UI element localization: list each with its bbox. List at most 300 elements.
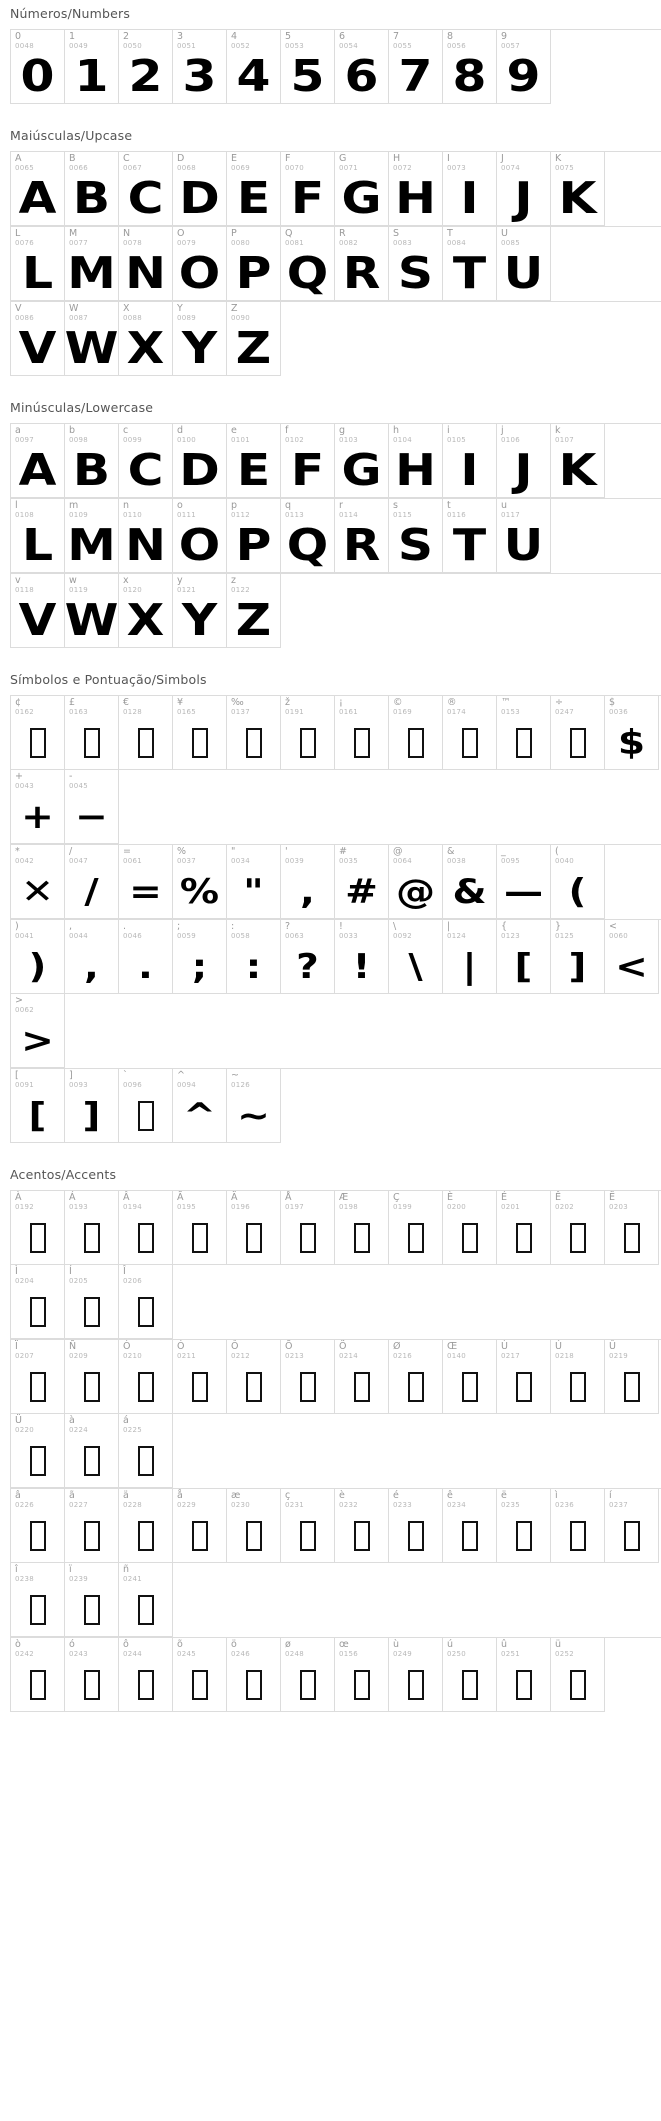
glyph-render: ] (82, 1096, 101, 1136)
glyph-code-label: 0035 (339, 857, 359, 865)
glyph-code-label: 0206 (123, 1277, 143, 1285)
glyph-cell[interactable] (227, 1638, 281, 1712)
glyph-cell[interactable] (173, 845, 227, 919)
glyph-code-label: 0162 (15, 708, 35, 716)
glyph-cell[interactable] (443, 696, 497, 770)
glyph-char-label: ) (15, 921, 19, 932)
glyph-char-label: Z (231, 303, 238, 314)
glyph-cell[interactable] (551, 1340, 605, 1414)
glyph-render (65, 1213, 118, 1263)
glyph-code-label: 0165 (177, 708, 197, 716)
glyph-char-label: G (339, 153, 347, 164)
glyph-cell[interactable] (227, 1191, 281, 1265)
glyph-cell[interactable] (389, 1191, 443, 1265)
glyph-row (10, 919, 661, 1068)
glyph-cell[interactable] (119, 1414, 173, 1488)
glyph-render (65, 1287, 118, 1337)
glyph-cell[interactable] (497, 920, 551, 994)
glyph-cell[interactable] (11, 499, 65, 573)
glyph-code-label: 0105 (447, 436, 467, 444)
glyph-cell[interactable] (65, 696, 119, 770)
glyph-cell[interactable] (65, 920, 119, 994)
glyph-code-label: 0227 (69, 1501, 89, 1509)
glyph-cell[interactable] (65, 152, 119, 226)
glyph-cell[interactable] (173, 424, 227, 498)
glyph-char-label: ¥ (177, 697, 184, 708)
glyph-cell[interactable] (443, 1638, 497, 1712)
glyph-cell[interactable] (11, 1489, 65, 1563)
glyph-cell[interactable] (335, 1340, 389, 1414)
glyph-code-label: 0052 (231, 42, 251, 50)
glyph-char-label: ^ (177, 1070, 185, 1081)
glyph-code-label: 0161 (339, 708, 359, 716)
glyph-cell[interactable] (119, 424, 173, 498)
glyph-cell[interactable] (173, 302, 227, 376)
glyph-render (551, 1213, 604, 1263)
glyph-code-label: 0232 (339, 1501, 359, 1509)
glyph-cell[interactable] (173, 696, 227, 770)
glyph-code-label: 0037 (177, 857, 197, 865)
glyph-cell[interactable] (335, 1489, 389, 1563)
glyph-char-label: C (123, 153, 130, 164)
glyph-cell[interactable] (389, 1638, 443, 1712)
glyph-cell[interactable] (443, 30, 497, 104)
glyph-code-label: 0153 (501, 708, 521, 716)
glyph-char-label: Ï (15, 1341, 18, 1352)
glyph-code-label: 0250 (447, 1650, 467, 1658)
missing-glyph-box-icon (246, 728, 262, 758)
glyph-char-label: Æ (339, 1192, 349, 1203)
glyph-char-label: m (69, 500, 79, 511)
glyph-cell[interactable] (389, 30, 443, 104)
glyph-cell[interactable] (65, 770, 119, 844)
glyph-code-label: 0118 (15, 586, 35, 594)
glyph-render: I (460, 174, 479, 224)
glyph-cell[interactable] (335, 30, 389, 104)
glyph-cell[interactable] (11, 302, 65, 376)
glyph-cell[interactable] (119, 574, 173, 648)
glyph-cell[interactable] (605, 1340, 659, 1414)
glyph-render (227, 1213, 280, 1263)
glyph-render (443, 1660, 496, 1710)
glyph-code-label: 0249 (393, 1650, 413, 1658)
glyph-char-label: ~ (231, 1070, 239, 1081)
glyph-render: Q (286, 249, 329, 299)
glyph-cell[interactable] (389, 920, 443, 994)
glyph-code-label: 0073 (447, 164, 467, 172)
glyph-cell[interactable] (443, 1340, 497, 1414)
glyph-cell[interactable] (11, 1265, 65, 1339)
glyph-cell[interactable] (173, 30, 227, 104)
missing-glyph-box-icon (192, 1372, 208, 1402)
glyph-render: V (18, 596, 57, 646)
glyph-code-label: 0090 (231, 314, 251, 322)
glyph-cell[interactable] (389, 424, 443, 498)
glyph-cell[interactable] (497, 696, 551, 770)
missing-glyph-box-icon (30, 1595, 46, 1625)
glyph-cell[interactable] (281, 1489, 335, 1563)
glyph-cell[interactable] (119, 1489, 173, 1563)
glyph-cell[interactable] (227, 574, 281, 648)
glyph-cell[interactable] (119, 1638, 173, 1712)
glyph-cell[interactable] (443, 920, 497, 994)
glyph-code-label: 0198 (339, 1203, 359, 1211)
glyph-cell[interactable] (443, 845, 497, 919)
glyph-cell[interactable] (551, 152, 605, 226)
glyph-char-label: . (123, 921, 127, 932)
glyph-cell[interactable] (11, 1340, 65, 1414)
glyph-cell[interactable] (227, 499, 281, 573)
glyph-cell[interactable] (119, 30, 173, 104)
glyph-cell[interactable] (443, 424, 497, 498)
glyph-cell[interactable] (11, 1069, 65, 1143)
glyph-code-label: 0094 (177, 1081, 197, 1089)
glyph-cell[interactable] (497, 1489, 551, 1563)
glyph-char-label: á (123, 1415, 129, 1426)
glyph-cell[interactable] (119, 1563, 173, 1637)
glyph-render: # (345, 872, 378, 912)
glyph-render: V (18, 324, 57, 374)
glyph-cell[interactable] (119, 499, 173, 573)
glyph-cell[interactable] (65, 424, 119, 498)
glyph-render (173, 718, 226, 768)
glyph-cell[interactable] (173, 574, 227, 648)
glyph-cell[interactable] (443, 1489, 497, 1563)
glyph-cell[interactable] (65, 1265, 119, 1339)
missing-glyph-box-icon (462, 1670, 478, 1700)
glyph-cell[interactable] (335, 920, 389, 994)
glyph-cell[interactable] (605, 1191, 659, 1265)
glyph-cell[interactable] (65, 1340, 119, 1414)
glyph-cell[interactable] (173, 1340, 227, 1414)
missing-glyph-box-icon (354, 728, 370, 758)
glyph-char-label: ; (177, 921, 181, 932)
glyph-cell[interactable] (227, 30, 281, 104)
glyph-cell[interactable] (119, 1340, 173, 1414)
glyph-code-label: 0163 (69, 708, 89, 716)
glyph-char-label: v (15, 575, 21, 586)
glyph-cell[interactable] (11, 152, 65, 226)
glyph-cell[interactable] (443, 1191, 497, 1265)
glyph-char-label: Í (69, 1266, 72, 1277)
glyph-row (10, 844, 661, 919)
glyph-cell[interactable] (281, 1191, 335, 1265)
glyph-code-label: 0233 (393, 1501, 413, 1509)
glyph-cell[interactable] (65, 1563, 119, 1637)
glyph-cell[interactable] (497, 1191, 551, 1265)
glyph-cell[interactable] (605, 1489, 659, 1563)
glyph-render (11, 718, 64, 768)
glyph-render (335, 1660, 388, 1710)
glyph-cell[interactable] (389, 227, 443, 301)
glyph-cell[interactable] (551, 1638, 605, 1712)
glyph-cell[interactable] (281, 1340, 335, 1414)
glyph-char-label: Õ (285, 1341, 293, 1352)
glyph-cell[interactable] (119, 696, 173, 770)
glyph-cell[interactable] (227, 1340, 281, 1414)
glyph-cell[interactable] (11, 920, 65, 994)
glyph-code-label: 0120 (123, 586, 143, 594)
glyph-cell[interactable] (11, 227, 65, 301)
glyph-render (443, 718, 496, 768)
glyph-cell[interactable] (389, 1489, 443, 1563)
glyph-render (173, 1660, 226, 1710)
glyph-cell[interactable] (335, 696, 389, 770)
glyph-cell[interactable] (389, 499, 443, 573)
glyph-cell[interactable] (335, 424, 389, 498)
glyph-cell[interactable] (173, 1638, 227, 1712)
missing-glyph-box-icon (30, 1670, 46, 1700)
glyph-cell[interactable] (11, 994, 65, 1068)
glyph-cell[interactable] (11, 845, 65, 919)
glyph-cell[interactable] (11, 1414, 65, 1488)
glyph-cell[interactable] (605, 696, 659, 770)
glyph-cell[interactable] (605, 920, 659, 994)
glyph-cell[interactable] (497, 1340, 551, 1414)
glyph-cell[interactable] (173, 1069, 227, 1143)
glyph-code-label: 0038 (447, 857, 467, 865)
glyph-cell[interactable] (551, 1489, 605, 1563)
glyph-cell[interactable] (11, 1191, 65, 1265)
glyph-char-label: Î (123, 1266, 126, 1277)
glyph-char-label: Ç (393, 1192, 400, 1203)
glyph-cell[interactable] (389, 845, 443, 919)
glyph-cell[interactable] (65, 1489, 119, 1563)
glyph-render (11, 1362, 64, 1412)
glyph-cell[interactable] (281, 30, 335, 104)
glyph-render: ] (568, 947, 587, 987)
glyph-cell[interactable] (281, 152, 335, 226)
glyph-cell[interactable] (497, 30, 551, 104)
glyph-render: % (179, 872, 220, 912)
glyph-cell[interactable] (281, 1638, 335, 1712)
glyph-render: F (290, 446, 325, 496)
glyph-cell[interactable] (497, 1638, 551, 1712)
glyph-code-label: 0137 (231, 708, 251, 716)
glyph-cell[interactable] (119, 1069, 173, 1143)
glyph-cell[interactable] (551, 1191, 605, 1265)
glyph-render: A (18, 446, 57, 496)
glyph-code-label: 0209 (69, 1352, 89, 1360)
glyph-cell[interactable] (119, 227, 173, 301)
glyph-row (10, 1637, 661, 1712)
glyph-code-label: 0067 (123, 164, 143, 172)
missing-glyph-box-icon (84, 1521, 100, 1551)
glyph-cell[interactable] (281, 696, 335, 770)
glyph-cell[interactable] (11, 770, 65, 844)
glyph-cell[interactable] (389, 1340, 443, 1414)
glyph-char-label: î (15, 1564, 18, 1575)
glyph-cell[interactable] (281, 845, 335, 919)
glyph-cell[interactable] (173, 227, 227, 301)
missing-glyph-box-icon (30, 1446, 46, 1476)
glyph-cell[interactable] (65, 1069, 119, 1143)
glyph-cell[interactable] (551, 696, 605, 770)
glyph-render: N (125, 249, 166, 299)
glyph-render: O (178, 521, 221, 571)
glyph-cell[interactable] (65, 1414, 119, 1488)
glyph-cell[interactable] (11, 30, 65, 104)
glyph-cell[interactable] (227, 845, 281, 919)
glyph-render: / (84, 872, 99, 912)
glyph-code-label: 0096 (123, 1081, 143, 1089)
section-title: Acentos/Accents (10, 1167, 117, 1182)
glyph-render: G (341, 446, 382, 496)
glyph-code-label: 0048 (15, 42, 35, 50)
glyph-cell[interactable] (65, 1191, 119, 1265)
glyph-char-label: è (339, 1490, 345, 1501)
glyph-render (119, 718, 172, 768)
glyph-render: [ (28, 1096, 47, 1136)
glyph-char-label: Y (177, 303, 183, 314)
glyph-render: ; (191, 947, 208, 987)
glyph-cell[interactable] (11, 1638, 65, 1712)
glyph-render (551, 1660, 604, 1710)
glyph-char-label: = (123, 846, 131, 857)
glyph-render (119, 1213, 172, 1263)
glyph-code-label: 0124 (447, 932, 467, 940)
glyph-cell[interactable] (227, 1069, 281, 1143)
glyph-cell[interactable] (335, 845, 389, 919)
glyph-cell[interactable] (281, 424, 335, 498)
glyph-cell[interactable] (173, 1489, 227, 1563)
glyph-cell[interactable] (389, 696, 443, 770)
glyph-render: < (615, 947, 648, 987)
glyph-code-label: 0055 (393, 42, 413, 50)
glyph-cell[interactable] (11, 696, 65, 770)
glyph-cell[interactable] (389, 152, 443, 226)
glyph-cell[interactable] (281, 227, 335, 301)
glyph-char-label: õ (177, 1639, 183, 1650)
glyph-cell[interactable] (65, 1638, 119, 1712)
glyph-cell[interactable] (65, 845, 119, 919)
glyph-cell[interactable] (119, 302, 173, 376)
glyph-code-label: 0234 (447, 1501, 467, 1509)
glyph-cell[interactable] (335, 152, 389, 226)
glyph-cell[interactable] (65, 302, 119, 376)
glyph-render (335, 718, 388, 768)
glyph-cell[interactable] (65, 227, 119, 301)
glyph-char-label: h (393, 425, 400, 436)
glyph-cell[interactable] (443, 152, 497, 226)
glyph-cell[interactable] (335, 1638, 389, 1712)
glyph-char-label: @ (393, 846, 403, 857)
glyph-cell[interactable] (335, 1191, 389, 1265)
glyph-cell[interactable] (227, 227, 281, 301)
glyph-cell[interactable] (11, 424, 65, 498)
glyph-cell[interactable] (227, 152, 281, 226)
glyph-code-label: 0107 (555, 436, 575, 444)
missing-glyph-box-icon (354, 1372, 370, 1402)
glyph-cell[interactable] (497, 845, 551, 919)
glyph-char-label: X (123, 303, 130, 314)
glyph-cell[interactable] (173, 152, 227, 226)
glyph-char-label: Á (69, 1192, 76, 1203)
glyph-cell[interactable] (227, 696, 281, 770)
glyph-code-label: 0076 (15, 239, 35, 247)
glyph-cell[interactable] (119, 920, 173, 994)
glyph-render: F (290, 174, 325, 224)
glyph-code-label: 0218 (555, 1352, 575, 1360)
glyph-cell[interactable] (11, 574, 65, 648)
glyph-render: ! (352, 947, 371, 987)
glyph-render: X (126, 324, 165, 374)
glyph-cell[interactable] (497, 152, 551, 226)
glyph-char-label: + (15, 771, 23, 782)
glyph-render: O (178, 249, 221, 299)
glyph-cell[interactable] (119, 1191, 173, 1265)
glyph-char-label: T (447, 228, 453, 239)
glyph-cell[interactable] (497, 424, 551, 498)
glyph-cell[interactable] (119, 1265, 173, 1339)
glyph-render: L (21, 249, 54, 299)
glyph-render (11, 1511, 64, 1561)
glyph-render (173, 1511, 226, 1561)
glyph-code-label: 0202 (555, 1203, 575, 1211)
glyph-cell[interactable] (497, 499, 551, 573)
glyph-char-label: i (447, 425, 450, 436)
glyph-cell[interactable] (227, 302, 281, 376)
glyph-cell[interactable] (65, 30, 119, 104)
glyph-cell[interactable] (497, 227, 551, 301)
glyph-cell[interactable] (443, 227, 497, 301)
glyph-render: Z (235, 324, 272, 374)
glyph-char-label: I (447, 153, 450, 164)
glyph-render: B (72, 446, 111, 496)
glyph-cell[interactable] (443, 499, 497, 573)
glyph-cell[interactable] (11, 1563, 65, 1637)
glyph-code-label: 0083 (393, 239, 413, 247)
glyph-code-label: 0072 (393, 164, 413, 172)
glyph-code-label: 0082 (339, 239, 359, 247)
missing-glyph-box-icon (30, 1372, 46, 1402)
glyph-cell[interactable] (119, 152, 173, 226)
glyph-code-label: 0238 (15, 1575, 35, 1583)
glyph-cell[interactable] (551, 845, 605, 919)
glyph-render: + (21, 797, 54, 837)
glyph-cell[interactable] (227, 424, 281, 498)
glyph-row (10, 695, 661, 844)
glyph-render (119, 1436, 172, 1486)
glyph-cell[interactable] (335, 499, 389, 573)
glyph-cell[interactable] (227, 920, 281, 994)
glyph-render (119, 1091, 172, 1141)
glyph-cell[interactable] (173, 499, 227, 573)
missing-glyph-box-icon (30, 728, 46, 758)
glyph-code-label: 0242 (15, 1650, 35, 1658)
glyph-render (335, 1213, 388, 1263)
glyph-cell[interactable] (65, 499, 119, 573)
glyph-char-label: S (393, 228, 400, 239)
missing-glyph-box-icon (84, 1670, 100, 1700)
glyph-render: K (558, 446, 597, 496)
glyph-char-label: u (501, 500, 508, 511)
glyph-code-label: 0075 (555, 164, 575, 172)
glyph-code-label: 0195 (177, 1203, 197, 1211)
glyph-cell[interactable] (119, 845, 173, 919)
glyph-cell[interactable] (551, 424, 605, 498)
glyph-cell[interactable] (335, 227, 389, 301)
glyph-cell[interactable] (173, 1191, 227, 1265)
glyph-char-label: ù (393, 1639, 400, 1650)
glyph-cell[interactable] (65, 574, 119, 648)
glyph-cell[interactable] (173, 920, 227, 994)
glyph-cell[interactable] (227, 1489, 281, 1563)
glyph-cell[interactable] (281, 499, 335, 573)
glyph-char-label: Ì (15, 1266, 18, 1277)
glyph-cell[interactable] (551, 920, 605, 994)
glyph-cell[interactable] (281, 920, 335, 994)
